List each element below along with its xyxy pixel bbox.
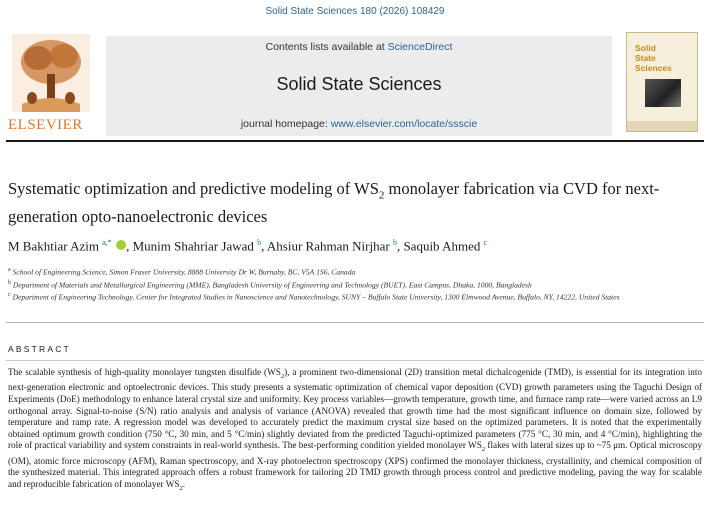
homepage-prefix: journal homepage: (240, 118, 331, 130)
affiliation-list (8, 265, 702, 303)
author-name[interactable]: Saquib Ahmed (403, 238, 481, 254)
journal-title: Solid State Sciences (276, 74, 442, 94)
journal-homepage-link[interactable]: www.elsevier.com/locate/ssscie (330, 118, 478, 130)
journal-masthead (106, 36, 612, 136)
author-affiliation-mark[interactable]: c (483, 238, 488, 247)
affiliation-item: $^c$ Department of Engineering Technology, Center for Integrated Studies in Nanoscience and Nanotechnology, SUNY – Buffalo State University, 1300 Elmwood Avenue, Buffalo, NY, 14222, United States (8, 292, 620, 302)
section-divider (6, 322, 704, 323)
elsevier-tree-icon (12, 34, 90, 112)
sciencedirect-link[interactable]: ScienceDirect (387, 41, 453, 53)
author-list: M Bakhtiar Azim $^{a,*}$ , Munim Shahriar Jawad $^b$, Ahsiur Rahman Nirjhar $^b$, Saquib Ahmed $^c$ (8, 238, 488, 254)
author-name[interactable]: Munim Shahriar Jawad (132, 238, 254, 254)
elsevier-logo[interactable] (6, 34, 92, 134)
cover-image (645, 79, 681, 107)
journal-header (0, 30, 710, 140)
cover-footer-bar (627, 121, 697, 131)
journal-citation[interactable]: Solid State Sciences 180 (2026) 108429 (265, 6, 445, 17)
journal-cover-thumbnail[interactable] (626, 32, 698, 132)
abstract-heading: ABSTRACT (8, 344, 71, 354)
author-name[interactable]: Ahsiur Rahman Nirjhar (266, 238, 390, 254)
publisher-name: ELSEVIER (8, 117, 83, 133)
orcid-icon[interactable] (116, 240, 126, 250)
author-name[interactable]: M Bakhtiar Azim (8, 238, 99, 254)
header-divider (6, 140, 704, 142)
abstract-section (6, 360, 704, 511)
affiliation-item: $^a$ School of Engineering Science, Simon Fraser University, 8888 University Dr W, Burnaby, BC, V5A 1S6, Canada (8, 267, 356, 277)
cover-title: Solid State Sciences (635, 43, 672, 73)
affiliation-item: $^b$ Department of Materials and Metallurgical Engineering (MME), Bangladesh University of Engineering and Technology (BUET), East Campus, Dhaka, 1000, Bangladesh (8, 279, 532, 290)
contents-prefix: Contents lists available at (265, 41, 388, 53)
author-affiliation-mark[interactable]: a,* (102, 238, 112, 247)
contents-line (106, 41, 612, 53)
author-affiliation-mark[interactable]: b (392, 238, 397, 247)
author-affiliation-mark[interactable]: b (257, 238, 262, 247)
homepage-line (106, 118, 612, 130)
article-title: Systematic optimization and predictive modeling of $WS_2$ monolayer fabrication via CVD for next-generation opto-nanoelectronic devices (8, 179, 660, 227)
abstract-body: The scalable synthesis of high-quality monolayer tungsten disulfide $(WS_2)$, a prominent two-dimensional (2D) transition metal dichalcogenide (TMD), is essential for its integration into next-generation electronic and optoelectronic devices. This study presents a systematic optimization of chemical vapor deposition (CVD) growth parameters using the Taguchi Design of Experiments (DoE) methodology to enhance lateral crystal size and uniformity. Key process variables—growth temperature, growth time, and furnace ramp rate—were varied across an L9 orthogonal array. Signal-to-noise (S/N) ratio analysis and analysis of variance (ANOVA) revealed that growth time had the most significant influence on domain size, followed by temperature and ramp rate. A regression model was developed to accurately predict the maximum crystal size based on the optimized parameters. It is noted that the experimentally obtained optimum growth condition (750 °C, 30 min, and 5 °C/min) slightly deviated from the predicted Taguchi-optimized parameters (775 °C, 30 min, and 4 °C/min), highlighting the role of practical variability and system constraints in real-world synthesis. The best-performing condition yielded monolayer $WS_2$ flakes with lateral sizes up to ~75 μm. Optical microscopy (OM), atomic force microscopy (AFM), Raman spectroscopy, and X-ray photoelectron spectroscopy (XPS) confirmed the monolayer thickness, crystallinity, and chemical composition of the synthesized material. This integrated approach offers a robust framework for tailoring 2D TMD growth through process control and predictive modeling, paving the way for scalable and reproducible fabrication of monolayer $WS_2$. (8, 367, 702, 492)
